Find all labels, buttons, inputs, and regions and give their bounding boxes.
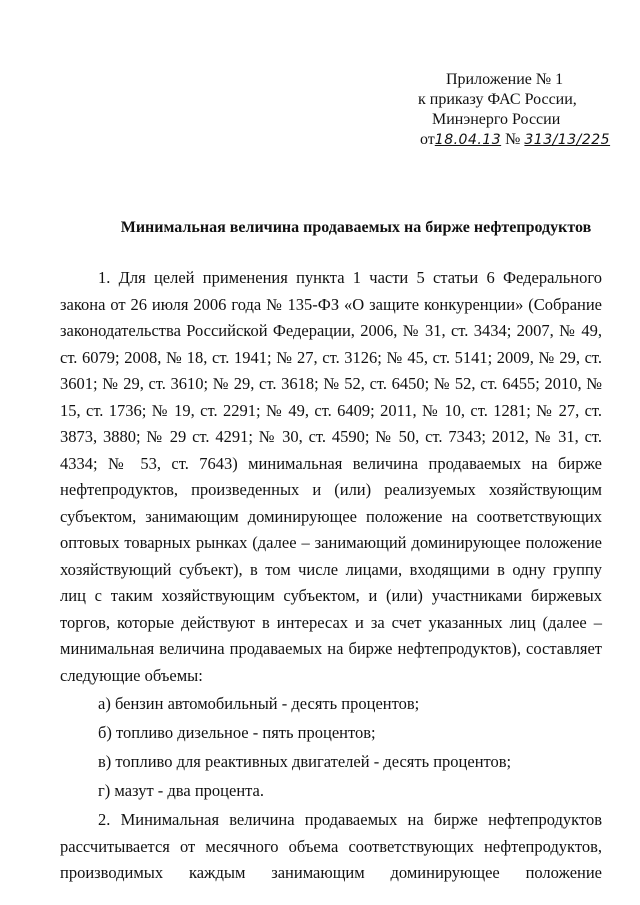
list-item-d: г) мазут - два процента. [98, 781, 265, 800]
number-label: № [505, 131, 521, 148]
handwritten-date: 18.04.13 [434, 132, 502, 148]
list-item-b: б) топливо дизельное - пять процентов; [98, 723, 376, 742]
ministry-line: Минэнерго России [432, 111, 561, 128]
date-number-line [418, 130, 618, 150]
order-reference-line: к приказу ФАС России, [418, 91, 577, 108]
paragraph-2: 2. Минимальная величина продаваемых на бирже нефтепродуктов рассчитывается от месячного объема соответствующих нефтепродуктов, производимых каждым занимающим доминирующее положение [60, 810, 602, 882]
paragraph-1: 1. Для целей применения пункта 1 части 5 статьи 6 Федерального закона от 26 июля 2006 года № 135-ФЗ «О защите конкуренции» (Собрание законодательства Российской Федерации, 2006, № 31, ст. 3434; 2007, № 49, ст. 6079; 2008, № 18, ст. 1941; № 27, ст. 3126; № 45, ст. 5141; 2009, № 29, ст. 3601; № 29, ст. 3610; № 29, ст. 3618; № 52, ст. 6450; № 52, ст. 6455; 2010, № 15, ст. 1736; № 19, ст. 2291; № 49, ст. 6409; 2011, № 10, ст. 1281; № 27, ст. 3873, 3880; № 29 ст. 4291; № 30, ст. 4590; № 50, ст. 7343; 2012, № 31, ст. 4334; № 53, ст. 7643) минимальная величина продаваемых на бирже нефтепродуктов, произведенных и (или) реализуемых хозяйствующим субъектом, занимающим доминирующее положение на соответствующих оптовых товарных рынках (далее – занимающий доминирующее положение хозяйствующий субъект), в том числе лицами, входящими в одну группу лиц с таким хозяйствующим субъектом, и (или) участниками биржевых торгов, которые действуют в интересах и за счет указанных лиц (далее – минимальная величина продаваемых на бирже нефтепродуктов), составляет следующие объемы: [60, 268, 602, 685]
from-label: от [420, 131, 435, 148]
list-item-a: а) бензин автомобильный - десять процентов; [98, 694, 420, 713]
handwritten-number: 313/13/225 [524, 132, 611, 148]
appendix-header [418, 70, 618, 150]
document-title: Минимальная величина продаваемых на бирже нефтепродуктов [120, 219, 592, 236]
appendix-number-line: Приложение № 1 [446, 71, 564, 88]
document-body [60, 265, 602, 887]
list-item-c: в) топливо для реактивных двигателей - десять процентов; [98, 752, 512, 771]
